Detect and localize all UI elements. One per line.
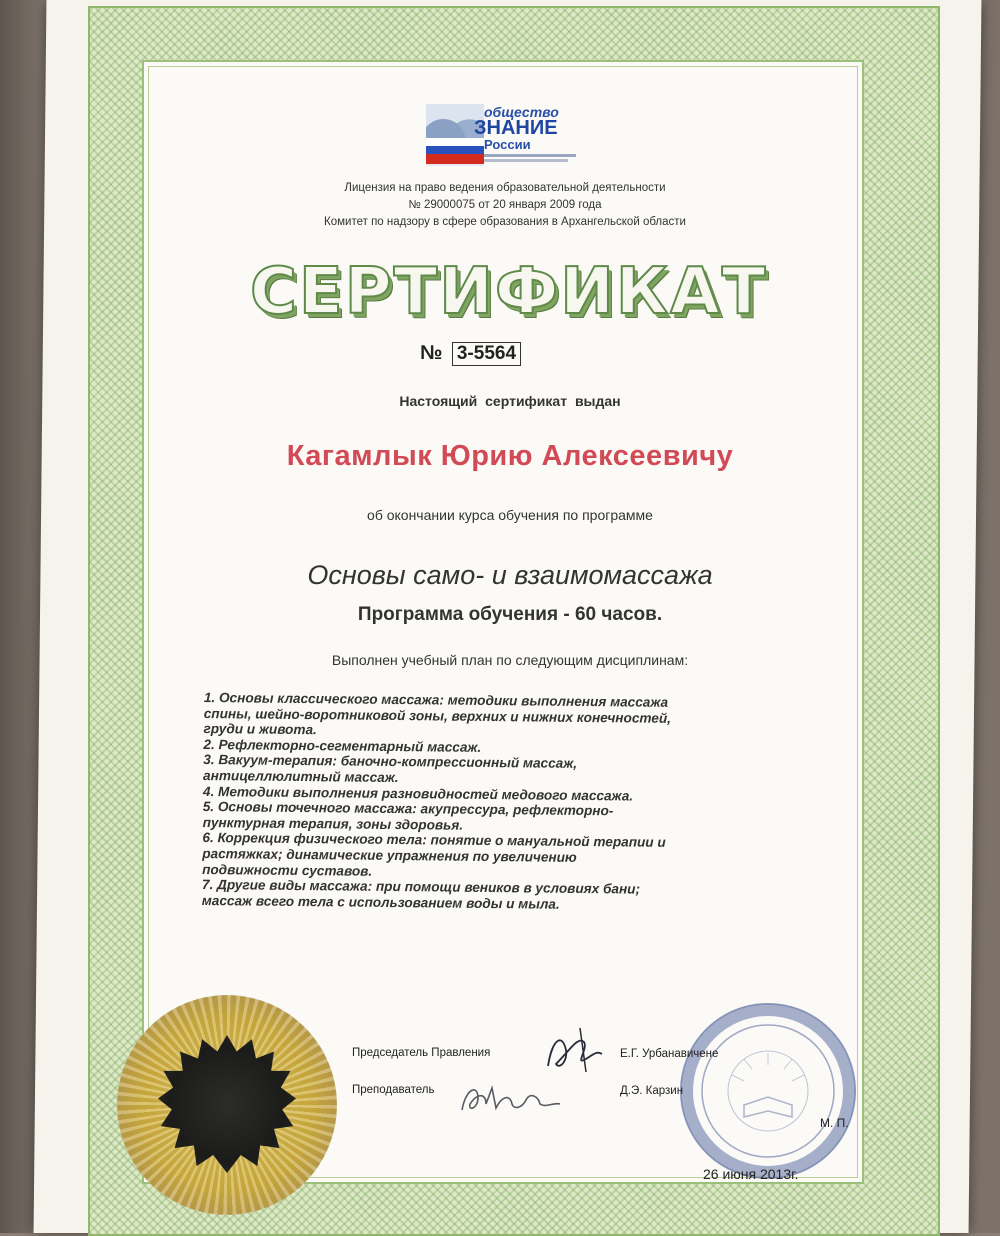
- plan-text: Выполнен учебный план по следующим дисциплинам:: [331, 652, 689, 668]
- discipline-line: 3. Вакуум-терапия: баночно-компрессионный массаж,: [203, 752, 578, 772]
- license-line-2: № 29000075 от 20 января 2009 года: [408, 199, 602, 211]
- discipline-line: массаж всего тела с использованием воды и мыла.: [201, 892, 560, 912]
- teacher-signature-icon: [456, 1078, 566, 1118]
- logo-line2: ЗНАНИЕ: [474, 117, 558, 139]
- issued-text: Настоящий сертификат выдан: [399, 393, 621, 409]
- discipline-line: 4. Методики выполнения разновидностей медового массажа.: [202, 783, 634, 804]
- znanie-logo: [426, 104, 576, 166]
- license-line-1: Лицензия на право ведения образовательной деятельности: [344, 182, 666, 194]
- certificate-title: СЕРТИФИКАТ: [250, 255, 768, 329]
- discipline-line: растяжках; динамические упражнения по увеличению: [202, 845, 577, 865]
- logo-subtext-bar: [484, 159, 568, 162]
- discipline-line: подвижности суставов.: [202, 861, 373, 879]
- certificate-number: 3-5564: [452, 342, 521, 366]
- stamp-ring-icon: [682, 1005, 854, 1177]
- logo-line1: общество: [484, 104, 559, 120]
- discipline-line: антицеллюлитный массаж.: [203, 767, 399, 786]
- issue-date: 26 июня 2013г.: [703, 1166, 799, 1182]
- round-stamp: [680, 1003, 856, 1179]
- stamp-place-label: М. П.: [820, 1116, 849, 1130]
- discipline-line: 6. Коррекция физического тела: понятие о мануальной терапии и: [202, 830, 666, 851]
- program-hours: Программа обучения - 60 часов.: [357, 604, 663, 625]
- teacher-label: Преподаватель: [352, 1084, 435, 1096]
- finished-text: об окончании курса обучения по программе: [367, 507, 653, 523]
- logo-subtext-bar: [484, 154, 576, 157]
- chair-label: Председатель Правления: [352, 1047, 491, 1059]
- chair-name: Е.Г. Урбанавичене: [620, 1048, 719, 1060]
- discipline-line: 2. Рефлекторно-сегментарный массаж.: [203, 736, 482, 755]
- teacher-name: Д.Э. Карзин: [620, 1085, 684, 1097]
- disciplines-list: [202, 690, 814, 915]
- course-name: Основы само- и взаимомассажа: [307, 560, 713, 590]
- license-line-3: Комитет по надзору в сфере образования в Архангельской области: [324, 216, 686, 228]
- discipline-line: 1. Основы классического массажа: методики выполнения массажа: [203, 690, 669, 710]
- discipline-line: 7. Другие виды массажа: при помощи веников в условиях бани;: [201, 877, 641, 897]
- discipline-line: 5. Основы точечного массажа: акупрессура, рефлекторно-: [202, 799, 614, 819]
- recipient-name: Кагамлык Юрию Алексеевичу: [286, 440, 734, 472]
- logo-line3: России: [484, 137, 531, 152]
- discipline-line: пунктурная терапия, зоны здоровья.: [202, 814, 464, 833]
- number-prefix: №: [420, 342, 443, 364]
- discipline-line: спины, шейно-воротниковой зоны, верхних и нижних конечностей,: [203, 705, 672, 726]
- discipline-line: груди и живота.: [203, 721, 317, 738]
- chair-signature-icon: [540, 1020, 610, 1082]
- certificate-number-row: [420, 342, 521, 366]
